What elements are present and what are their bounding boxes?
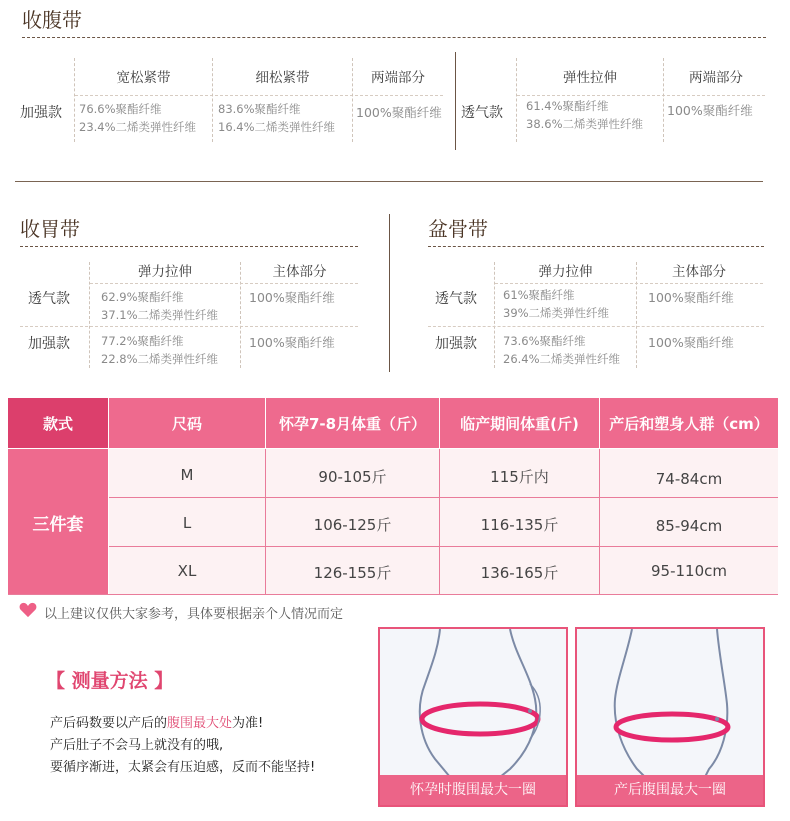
header-postpartum: 产后和塑身人群（cm） bbox=[600, 398, 778, 448]
title-divider bbox=[428, 246, 764, 247]
row-label-breathable: 透气款 bbox=[461, 105, 503, 121]
cell-size: L bbox=[182, 514, 192, 532]
cell-pregnancy: 126-155斤 bbox=[313, 564, 392, 582]
row-divider bbox=[495, 283, 763, 284]
title-divider bbox=[22, 37, 766, 38]
fiber-cell: 73.6%聚酯纤维 26.4%二烯类弹性纤维 bbox=[503, 334, 621, 366]
section-title-stomach: 收胃带 bbox=[20, 217, 80, 241]
header-both-ends: 两端部分 bbox=[689, 70, 743, 86]
header-body: 主体部分 bbox=[672, 264, 726, 280]
fiber-cell: 100%聚酯纤维 bbox=[249, 335, 335, 350]
cell-postpartum: 85-94cm bbox=[655, 517, 723, 535]
section-title-pelvis: 盆骨带 bbox=[428, 217, 488, 241]
fiber-cell: 83.6%聚酯纤维 16.4%二烯类弹性纤维 bbox=[218, 102, 336, 134]
fiber-cell: 100%聚酯纤维 bbox=[249, 290, 335, 305]
cell-delivery: 115斤内 bbox=[490, 468, 549, 486]
row-divider bbox=[428, 326, 764, 327]
header-style: 款式 bbox=[8, 398, 108, 448]
cell-pregnancy: 90-105斤 bbox=[318, 468, 387, 486]
fiber-cell: 61.4%聚酯纤维 38.6%二烯类弹性纤维 bbox=[526, 99, 644, 131]
row-label-reinforced: 加强款 bbox=[28, 336, 70, 352]
measure-line-3: 要循序渐进，太紧会有压迫感，反而不能坚持! bbox=[50, 760, 316, 775]
fiber-cell: 62.9%聚酯纤维 37.1%二烯类弹性纤维 bbox=[101, 290, 219, 322]
cell-pregnancy: 106-125斤 bbox=[313, 516, 392, 534]
header-stretch: 弹性拉伸 bbox=[563, 70, 617, 86]
style-cell: 三件套 bbox=[8, 449, 108, 595]
postpartum-belly-illustration bbox=[575, 627, 765, 807]
header-pregnancy-weight: 怀孕7-8月体重（斤） bbox=[266, 398, 439, 448]
table-bottom-border bbox=[8, 594, 778, 595]
postpartum-body-image bbox=[577, 629, 763, 777]
measure-line-1: 产后码数要以产后的腹围最大处为准! bbox=[50, 716, 264, 731]
heart-icon bbox=[19, 602, 37, 618]
fiber-cell: 100%聚酯纤维 bbox=[356, 105, 442, 120]
row-divider bbox=[109, 546, 778, 547]
fiber-cell: 77.2%聚酯纤维 22.8%二烯类弹性纤维 bbox=[101, 334, 219, 366]
caption-postpartum: 产后腹围最大一圈 bbox=[577, 775, 763, 805]
size-table bbox=[8, 398, 778, 595]
row-divider bbox=[517, 95, 765, 96]
row-divider bbox=[20, 326, 358, 327]
row-divider bbox=[90, 283, 358, 284]
title-divider bbox=[20, 246, 358, 247]
cell-size: M bbox=[180, 466, 194, 484]
row-divider bbox=[109, 497, 778, 498]
cell-postpartum: 95-110cm bbox=[651, 562, 727, 580]
row-label-breathable: 透气款 bbox=[435, 291, 477, 307]
measure-title: 【 测量方法 】 bbox=[46, 670, 174, 692]
header-stretch: 弹力拉伸 bbox=[138, 264, 192, 280]
fiber-cell: 100%聚酯纤维 bbox=[667, 103, 753, 118]
cell-delivery: 116-135斤 bbox=[480, 516, 559, 534]
header-body: 主体部分 bbox=[272, 264, 327, 280]
fiber-cell: 100%聚酯纤维 bbox=[648, 335, 734, 350]
section-divider bbox=[15, 181, 763, 182]
pregnancy-belly-illustration bbox=[378, 627, 568, 807]
highlight-text: 腹围最大处 bbox=[167, 716, 233, 731]
row-label-reinforced: 加强款 bbox=[435, 336, 477, 352]
fiber-cell: 61%聚酯纤维 39%二烯类弹性纤维 bbox=[503, 288, 610, 320]
header-both-ends: 两端部分 bbox=[371, 70, 425, 86]
cell-size: XL bbox=[177, 562, 197, 580]
cell-delivery: 136-165斤 bbox=[480, 564, 559, 582]
fiber-cell: 100%聚酯纤维 bbox=[648, 290, 734, 305]
header-delivery-weight: 临产期间体重(斤) bbox=[440, 398, 599, 448]
caption-pregnancy: 怀孕时腹围最大一圈 bbox=[380, 775, 566, 805]
header-size: 尺码 bbox=[109, 398, 265, 448]
header-stretch: 弹力拉伸 bbox=[538, 264, 593, 280]
table-divider bbox=[389, 214, 390, 372]
row-divider bbox=[75, 95, 443, 96]
table-divider bbox=[455, 52, 456, 150]
row-label-breathable: 透气款 bbox=[28, 291, 70, 307]
section-title-abdomen: 收腹带 bbox=[22, 8, 82, 32]
fiber-cell: 76.6%聚酯纤维 23.4%二烯类弹性纤维 bbox=[79, 102, 197, 134]
header-thin-elastic: 细松紧带 bbox=[255, 70, 310, 86]
suggestion-note: 以上建议仅供大家参考，具体要根据亲个人情况而定 bbox=[44, 607, 344, 622]
pregnant-body-image bbox=[380, 629, 566, 777]
header-wide-elastic: 宽松紧带 bbox=[116, 70, 171, 86]
cell-postpartum: 74-84cm bbox=[655, 470, 723, 488]
row-label-reinforced: 加强款 bbox=[20, 105, 62, 121]
measure-line-2: 产后肚子不会马上就没有的哦, bbox=[50, 738, 224, 753]
